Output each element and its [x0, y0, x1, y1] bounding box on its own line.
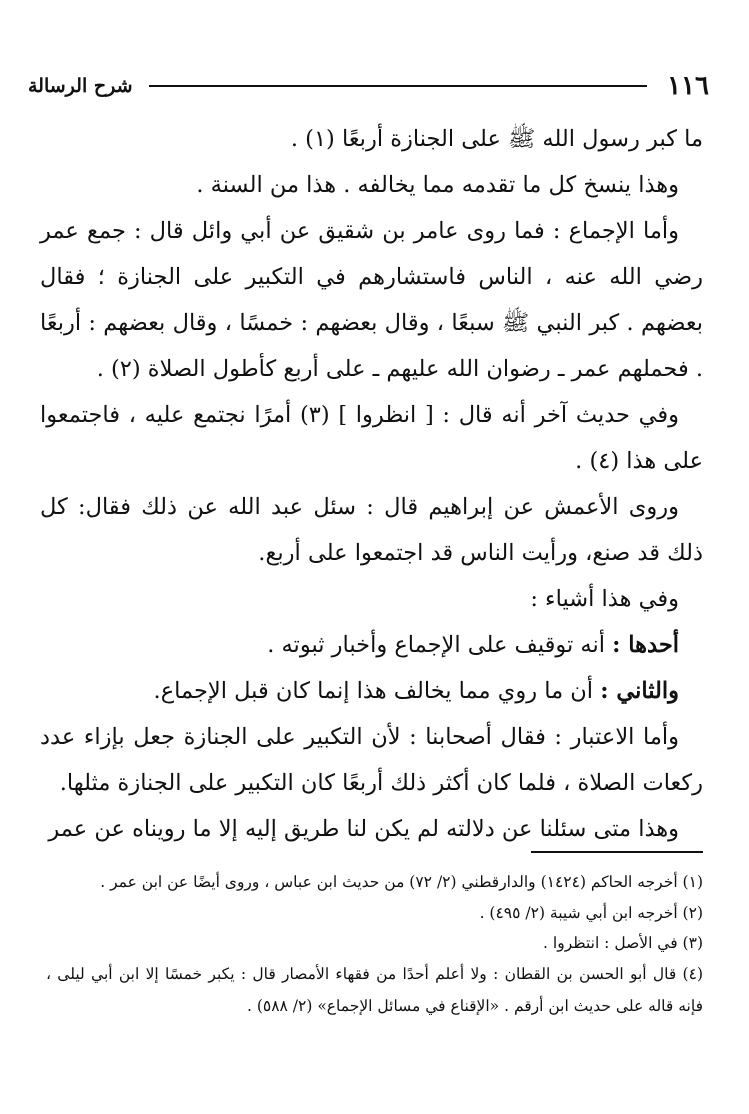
footnote-3: (٣) في الأصل : انتظروا . [543, 934, 703, 952]
page-header [28, 68, 709, 104]
point-one-label: أحدها : [612, 632, 679, 658]
main-text [40, 116, 703, 852]
paragraph-3: وأما الإجماع : فما روى عامر بن شقيق عن أبي وائل قال : جمع عمر رضي الله عنه ، الناس فاستشارهم في التكبير على الجنازة ؛ فقال بعضهم . كبر النبي ﷺ سبعًا ، وقال بعضهم : خمسًا ، وقال بعضهم : أربعًا . فحملهم عمر ـ رضوان الله عليهم ـ على أربع كأطول الصلاة (٢) . [40, 218, 703, 382]
paragraph-9: وأما الاعتبار : فقال أصحابنا : لأن التكبير على الجنازة جعل بإزاء عدد ركعات الصلاة ، فلما كان أكثر ذلك أربعًا كان التكبير على الجنازة مثلها. [40, 724, 703, 796]
paragraph-10: وهذا متى سئلنا عن دلالته لم يكن لنا طريق إليه إلا ما رويناه عن عمر [48, 816, 679, 842]
footnote-separator [531, 851, 703, 853]
paragraph-6: وفي هذا أشياء : [530, 586, 679, 612]
footnote-4: (٤) قال أبو الحسن بن القطان : ولا أعلم أحدًا من فقهاء الأمصار قال : يكبر خمسًا إلا ابن أبي ليلى ، فإنه قاله على حديث ابن أرقم . «الإقناع في مسائل الإجماع» (٢/ ٥٨٨) . [46, 965, 703, 1015]
page-number: ١١٦ [667, 71, 709, 101]
paragraph-1: ما كبر رسول الله ﷺ على الجنازة أربعًا (١) . [290, 126, 703, 152]
paragraph-7 [40, 622, 703, 668]
point-one-text: أنه توقيف على الإجماع وأخبار ثبوته . [267, 632, 613, 658]
footnote-1: (١) أخرجه الحاكم (١٤٢٤) والدارقطني (٢/ ٧٢) من حديث ابن عباس ، وروى أيضًا عن ابن عمر . [100, 873, 703, 891]
footnote-2: (٢) أخرجه ابن أبي شيبة (٢/ ٤٩٥) . [479, 904, 703, 922]
paragraph-8 [40, 668, 703, 714]
point-two-text: أن ما روي مما يخالف هذا إنما كان قبل الإجماع. [153, 678, 601, 704]
footnotes [46, 866, 703, 1022]
running-title: شرح الرسالة [28, 75, 133, 97]
header-rule [149, 85, 648, 87]
paragraph-2: وهذا ينسخ كل ما تقدمه مما يخالفه . هذا من السنة . [196, 172, 679, 198]
paragraph-5: وروى الأعمش عن إبراهيم قال : سئل عبد الله عن ذلك فقال: كل ذلك قد صنع، ورأيت الناس قد اجتمعوا على أربع. [40, 494, 703, 566]
paragraph-4: وفي حديث آخر أنه قال : [ انظروا ] (٣) أمرًا نجتمع عليه ، فاجتمعوا على هذا (٤) . [40, 402, 703, 474]
point-two-label: والثاني : [600, 678, 679, 704]
